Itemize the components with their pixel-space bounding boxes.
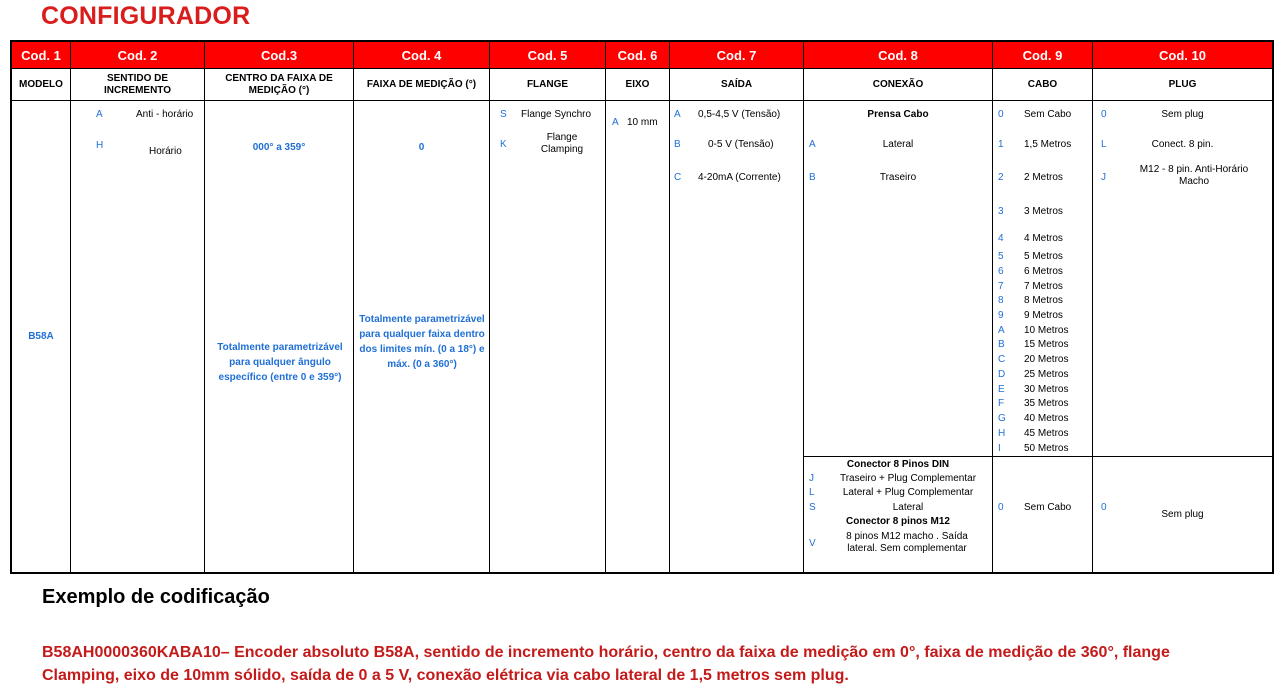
option-code: 4: [998, 233, 1004, 244]
option-label: 4-20mA (Corrente): [698, 172, 781, 183]
divider: [669, 101, 670, 572]
measure-value: 0: [418, 142, 425, 153]
option-code: 0: [1101, 109, 1107, 120]
example-title: Exemplo de codificação: [42, 586, 270, 608]
option-code: A: [612, 117, 619, 128]
option-label: 50 Metros: [1024, 443, 1069, 454]
option-code: B: [674, 139, 681, 150]
measure-note: Totalmente parametrizável para qualquer faixa dentro dos limites mín. (0 a 18°) e máx. (0 a 360°): [359, 314, 485, 370]
option-label: Lateral + Plug Complementar: [842, 487, 974, 498]
model-code: B58A: [28, 331, 54, 342]
option-label: 40 Metros: [1024, 413, 1069, 424]
divider: [1092, 101, 1093, 572]
option-label: 0,5-4,5 V (Tensão): [698, 109, 781, 120]
group-title: Prensa Cabo: [867, 109, 929, 120]
option-code: C: [674, 172, 682, 183]
option-code: J: [809, 473, 814, 484]
option-label: 25 Metros: [1024, 369, 1069, 380]
range-value: 000° a 359°: [252, 142, 306, 153]
option-code: 6: [998, 266, 1004, 277]
group-title: Conector 8 pinos M12: [846, 516, 950, 527]
range-note: Totalmente parametrizável para qualquer ângulo específico (entre 0 e 359°): [217, 342, 343, 383]
option-label: 3 Metros: [1024, 206, 1063, 217]
option-label: M12 - 8 pin. Anti-Horário Macho: [1139, 164, 1249, 187]
option-code: B: [998, 339, 1005, 350]
option-label: 15 Metros: [1024, 339, 1069, 350]
subheader-faixa: FAIXA DE MEDIÇÃO (°): [354, 68, 490, 101]
header-cod-6: Cod. 6: [606, 42, 670, 68]
configurator-table: [10, 40, 1274, 574]
option-code: J: [1101, 172, 1106, 183]
header-cod-9: Cod. 9: [993, 42, 1093, 68]
option-code: 5: [998, 251, 1004, 262]
header-cod-10: Cod. 10: [1093, 42, 1272, 68]
option-code: A: [674, 109, 681, 120]
option-label: 45 Metros: [1024, 428, 1069, 439]
option-code: 2: [998, 172, 1004, 183]
option-label: Lateral: [882, 139, 914, 150]
option-code: L: [809, 487, 815, 498]
option-label: 5 Metros: [1024, 251, 1063, 262]
option-label: Flange Clamping: [540, 132, 584, 155]
header-cod-3: Cod.3: [205, 42, 354, 68]
option-label: 9 Metros: [1024, 310, 1063, 321]
option-label: 8 pinos M12 macho . Saída lateral. Sem complementar: [846, 531, 968, 554]
option-code: S: [809, 502, 816, 513]
option-code: 0: [1101, 502, 1107, 513]
divider: [804, 456, 1272, 457]
subheader-modelo: MODELO: [12, 68, 71, 101]
group-title: Conector 8 Pinos DIN: [846, 459, 950, 470]
option-label: Traseiro: [879, 172, 917, 183]
option-code: H: [96, 140, 104, 151]
option-label: Sem plug: [1161, 509, 1204, 520]
option-code: I: [998, 443, 1001, 454]
option-code: 9: [998, 310, 1004, 321]
header-cod-4: Cod. 4: [354, 42, 490, 68]
divider: [489, 101, 490, 572]
subheader-conexao: CONEXÃO: [804, 68, 993, 101]
option-label: 30 Metros: [1024, 384, 1069, 395]
divider: [353, 101, 354, 572]
option-code: A: [96, 109, 103, 120]
option-label: 10 Metros: [1024, 325, 1069, 336]
option-code: 0: [998, 109, 1004, 120]
header-cod-7: Cod. 7: [670, 42, 804, 68]
option-code: 0: [998, 502, 1004, 513]
header-cod-8: Cod. 8: [804, 42, 993, 68]
subheader-eixo: EIXO: [606, 68, 670, 101]
option-code: A: [998, 325, 1005, 336]
option-label: Lateral: [892, 502, 924, 513]
subheader-sentido: SENTIDO DE INCREMENTO: [71, 68, 205, 101]
option-code: G: [998, 413, 1006, 424]
option-label: Traseiro + Plug Complementar: [839, 473, 977, 484]
option-label: Sem Cabo: [1024, 502, 1072, 513]
page-title: CONFIGURADOR: [41, 2, 251, 30]
option-label: Sem Cabo: [1024, 109, 1072, 120]
subheader-flange: FLANGE: [490, 68, 606, 101]
subheader-plug: PLUG: [1093, 68, 1272, 101]
divider: [70, 101, 71, 572]
option-label: 1,5 Metros: [1024, 139, 1072, 150]
option-label: 6 Metros: [1024, 266, 1063, 277]
option-label: 4 Metros: [1024, 233, 1063, 244]
option-code: 3: [998, 206, 1004, 217]
subheader-centro: CENTRO DA FAIXA DE MEDIÇÃO (°): [205, 68, 354, 101]
subheader-cabo: CABO: [993, 68, 1093, 101]
option-code: S: [500, 109, 507, 120]
option-code: K: [500, 139, 507, 150]
option-label: 8 Metros: [1024, 295, 1063, 306]
option-label: Conect. 8 pin.: [1151, 139, 1214, 150]
option-code: 8: [998, 295, 1004, 306]
option-code: E: [998, 384, 1005, 395]
option-code: B: [809, 172, 816, 183]
example-text: B58AH0000360KABA10– Encoder absoluto B58A, sentido de incremento horário, centro da faixa de medição em 0°, faixa de medição de 360°, flange Clamping, eixo de 10mm sólido, saída de 0 a 5 V, conexão elétrica via cabo lateral de 1,5 metros sem plug.: [42, 644, 1170, 684]
option-label: Sem plug: [1161, 109, 1204, 120]
divider: [605, 101, 606, 572]
option-code: L: [1101, 139, 1107, 150]
divider: [992, 101, 993, 572]
header-cod-5: Cod. 5: [490, 42, 606, 68]
option-label: Flange Synchro: [521, 109, 592, 120]
option-label: 20 Metros: [1024, 354, 1069, 365]
option-label: 2 Metros: [1024, 172, 1063, 183]
option-label: Anti - horário: [136, 109, 194, 120]
option-code: V: [809, 538, 816, 549]
option-code: A: [809, 139, 816, 150]
option-label: Horário: [149, 146, 182, 157]
divider: [204, 101, 205, 572]
option-label: 35 Metros: [1024, 398, 1069, 409]
header-cod-1: Cod. 1: [12, 42, 71, 68]
option-code: H: [998, 428, 1006, 439]
option-label: 10 mm: [627, 117, 658, 128]
option-code: 7: [998, 281, 1004, 292]
subheader-saida: SAÍDA: [670, 68, 804, 101]
header-cod-2: Cod. 2: [71, 42, 205, 68]
option-code: 1: [998, 139, 1004, 150]
option-label: 7 Metros: [1024, 281, 1063, 292]
option-code: D: [998, 369, 1006, 380]
option-code: C: [998, 354, 1006, 365]
option-code: F: [998, 398, 1005, 409]
option-label: 0-5 V (Tensão): [708, 139, 774, 150]
